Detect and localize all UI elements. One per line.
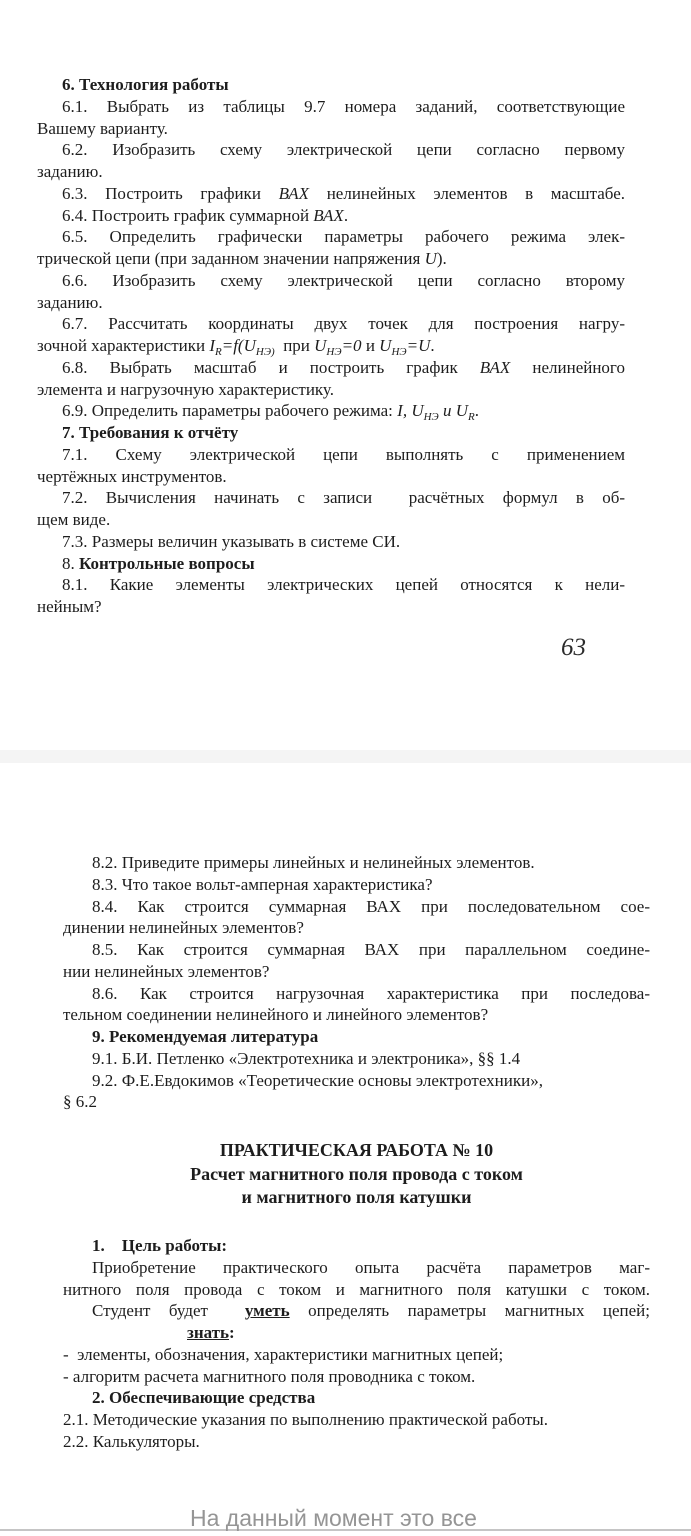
text-line: 9. Рекомендуемая литература — [92, 1027, 319, 1046]
text-line: 7.2. Вычисления начинать с записи расчётных формул в об- — [62, 488, 625, 508]
page-64-questions-block — [63, 852, 650, 1113]
text-line: чертёжных инструментов. — [37, 466, 227, 486]
text-line: 8.5. Как строится суммарная ВАХ при параллельном соедине- — [92, 940, 650, 959]
text-line: 2.2. Калькуляторы. — [63, 1431, 200, 1451]
page-separator-band — [0, 750, 691, 763]
text-line: нии нелинейных элементов? — [63, 961, 270, 981]
text-line: 8.1. Какие элементы электрических цепей относятся к нели- — [62, 575, 625, 595]
text-line: заданию. — [37, 162, 103, 181]
text-line: 1. Цель работы: — [92, 1236, 228, 1255]
text-line: 6.4. Построить график суммарной ВАХ. — [62, 205, 349, 225]
text-line: тельном соединении нелинейного и линейного элементов? — [63, 1005, 489, 1025]
text-line: 9.2. Ф.Е.Евдокимов «Теоретические основы электротехники», — [92, 1070, 543, 1090]
practical-work-title-block — [63, 1139, 650, 1210]
text-line: заданию. — [37, 292, 103, 312]
text-line: зочной характеристики $I_R=f(U_{НЭ)}$ при $U_{НЭ}=0$ и $U_{НЭ}=U$. — [37, 336, 435, 358]
text-line: элемента и нагрузочную характеристику. — [37, 379, 334, 399]
text-line: 2. Обеспечивающие средства — [92, 1388, 316, 1408]
title-line: Расчет магнитного поля провода с током — [190, 1163, 523, 1184]
text-line: 6.9. Определить параметры рабочего режима: I, $U_{НЭ}$ и $U_R$. — [62, 401, 480, 424]
text-line: Вашему варианту. — [37, 118, 168, 138]
text-line: - элементы, обозначения, характеристики магнитных цепей; — [63, 1344, 504, 1364]
text-line: 8.2. Приведите примеры линейных и нелинейных элементов. — [92, 853, 535, 872]
text-line: 6.5. Определить графически параметры рабочего режима элек- — [62, 227, 625, 247]
text-line: 9.1. Б.И. Петленко «Электротехника и электроника», §§ 1.4 — [92, 1048, 521, 1068]
text-line: 6.2. Изобразить схему электрической цепи согласно первому — [62, 140, 625, 160]
title-line: ПРАКТИЧЕСКАЯ РАБОТА № 10 — [219, 1140, 494, 1160]
text-line: 6.1. Выбрать из таблицы 9.7 номера заданий, соответствующие — [62, 96, 625, 116]
text-line: 8.6. Как строится нагрузочная характеристика при последова- — [92, 983, 650, 1003]
text-line: 8.4. Как строится суммарная ВАХ при последовательном сое- — [92, 896, 650, 916]
text-line: динении нелинейных элементов? — [63, 918, 304, 938]
text-line: трической цепи (при заданном значении напряжения U). — [37, 249, 447, 268]
scanned-page-63 — [0, 0, 691, 750]
text-line: 6.8. Выбрать масштаб и построить график ВАХ нелинейного — [62, 357, 625, 377]
text-line: 2.1. Методические указания по выполнению практической работы. — [63, 1410, 548, 1429]
end-of-content-text: На данный момент это все — [190, 1505, 477, 1531]
text-line: 7. Требования к отчёту — [62, 423, 239, 442]
text-line: Студент будет уметь определять параметры магнитных цепей; — [92, 1301, 651, 1321]
text-line: нейным? — [37, 597, 102, 616]
text-line: знать: — [187, 1323, 235, 1342]
text-line: 6.6. Изобразить схему электрической цепи согласно второму — [62, 270, 625, 290]
text-line: Приобретение практического опыта расчёта параметров маг- — [92, 1257, 650, 1277]
text-line: § 6.2 — [63, 1092, 97, 1112]
text-line: 7.3. Размеры величин указывать в системе СИ. — [62, 531, 401, 551]
text-line: - алгоритм расчета магнитного поля проводника с током. — [63, 1366, 476, 1386]
page-64-goal-block — [63, 1235, 650, 1453]
text-line: 8. Контрольные вопросы — [62, 553, 255, 573]
scanned-page-64 — [0, 763, 691, 1536]
title-line: и магнитного поля катушки — [241, 1187, 472, 1207]
text-line: 8.3. Что такое вольт-амперная характеристика? — [92, 874, 433, 894]
text-line: 6. Технология работы — [62, 75, 229, 94]
text-line: нитного поля провода с током и магнитного поля катушки с током. — [63, 1279, 650, 1299]
text-line: 7.1. Схему электрической цепи выполнять с применением — [62, 444, 625, 464]
text-line: 6.3. Построить графики ВАХ нелинейных элементов в масштабе. — [62, 183, 626, 203]
text-line: щем виде. — [37, 510, 111, 529]
text-line: 6.7. Рассчитать координаты двух точек для построения нагру- — [62, 314, 625, 334]
page-number: 63 — [561, 634, 586, 661]
page-63-text-block — [37, 74, 625, 618]
